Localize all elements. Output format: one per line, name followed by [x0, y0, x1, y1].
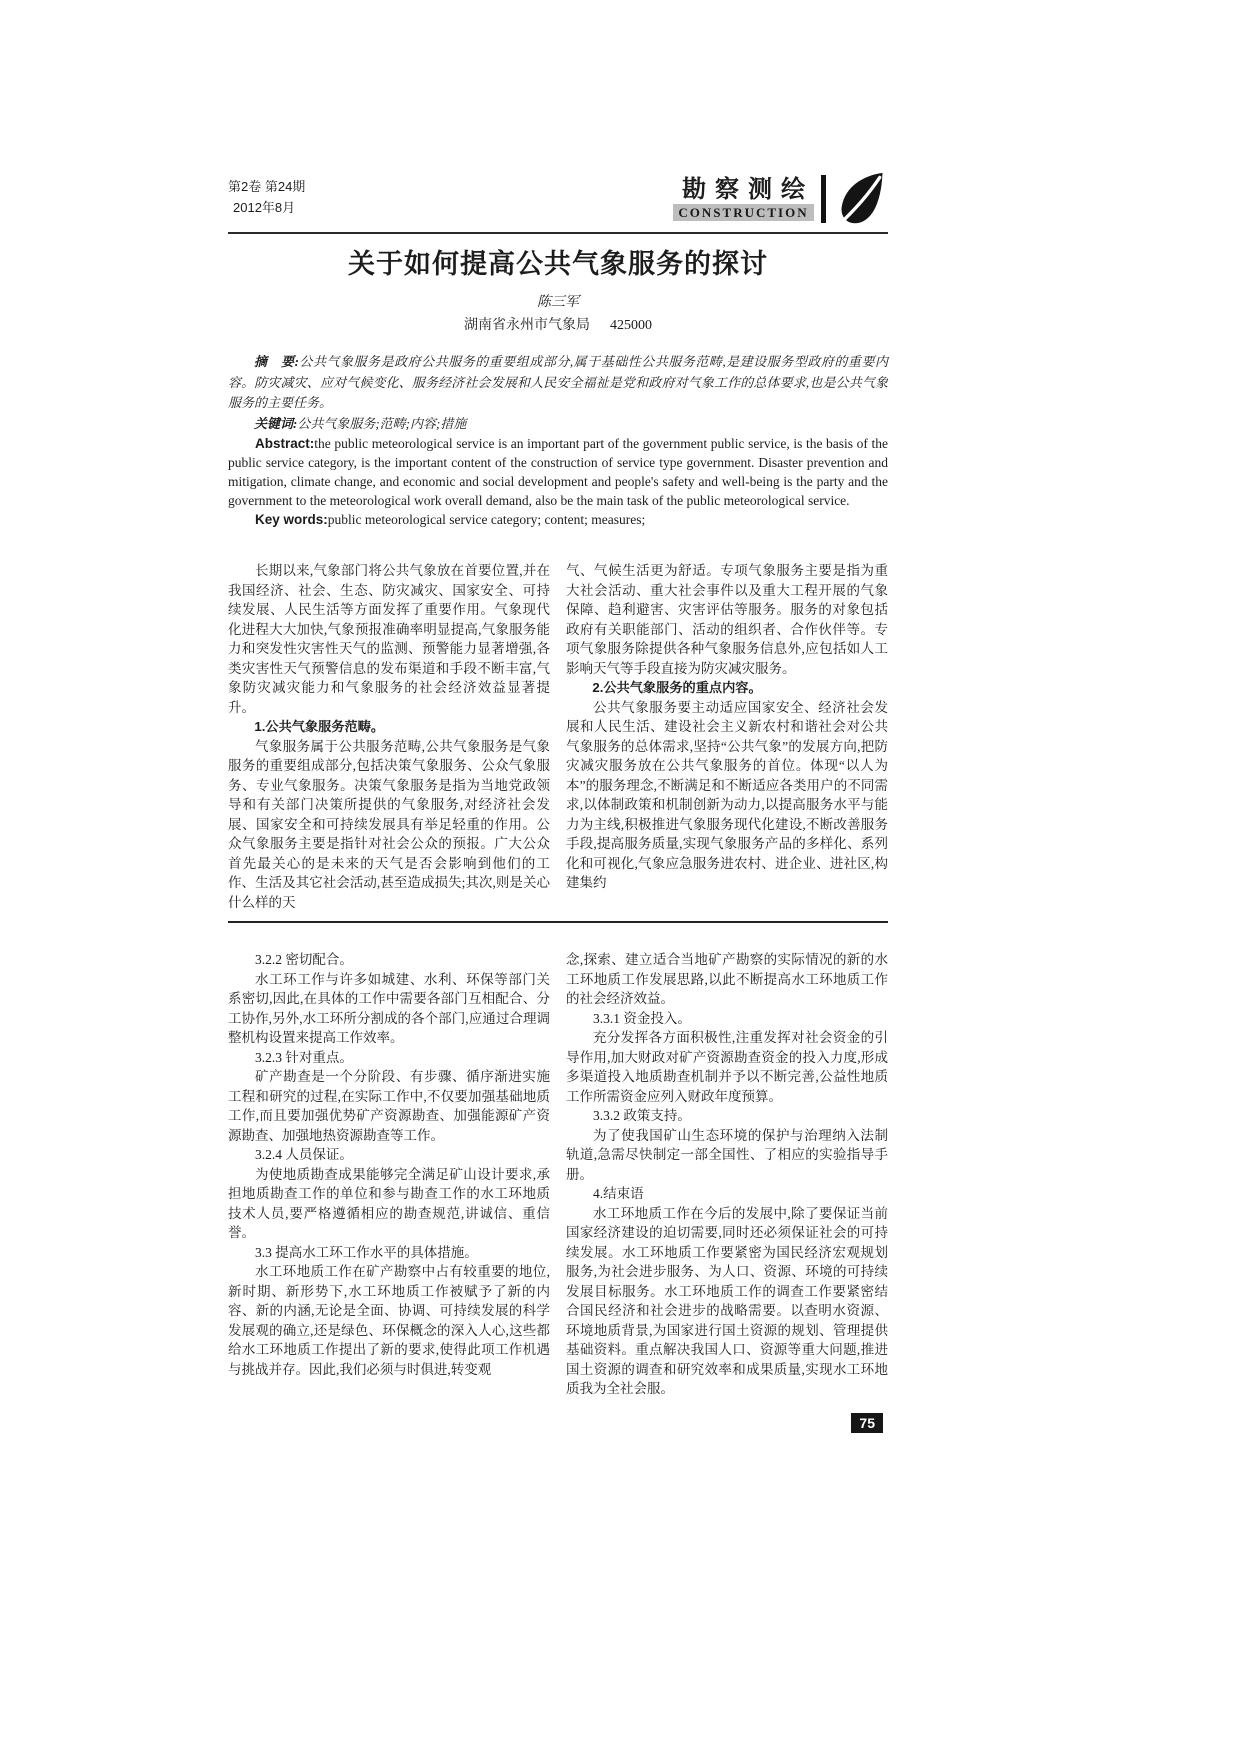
keywords-cn — [228, 414, 888, 435]
section-subheading: 4.结束语 — [593, 1186, 644, 1201]
page-content — [228, 170, 888, 1433]
paragraph: 为使地质勘查成果能够完全满足矿山设计要求,承担地质勘查工作的单位和参与勘查工作的水工环地质技术人员,要严格遵循相应的勘查规范,讲诚信、重信誉。 — [228, 1166, 550, 1240]
issue-info — [228, 170, 305, 218]
paragraph: 水工环地质工作在矿产勘察中占有较重要的地位,新时期、新形势下,水工环地质工作被赋予了新的内容、新的内涵,无论是全面、协调、可持续发展的科学发展观的确立,还是绿色、环保概念的深入人心,这些都给水工环地质工作提出了新的要求,使得此项工作机遇与挑战并存。因此,我们必须与时俱进,转变观 — [228, 1264, 550, 1377]
section-subheading: 3.2.3 针对重点。 — [255, 1049, 353, 1065]
leaf-logo-icon — [833, 170, 888, 227]
journal-header — [228, 170, 888, 227]
affiliation-postcode: 425000 — [610, 318, 652, 333]
section-heading: 1.公共气象服务范畴。 — [254, 719, 385, 734]
header-rule — [228, 232, 888, 234]
top-right-column — [566, 561, 888, 912]
section-subheading: 3.3.1 资金投入。 — [593, 1010, 691, 1026]
journal-name-en: CONSTRUCTION — [673, 204, 814, 221]
article-affiliation — [228, 317, 888, 335]
brand-divider-bar — [821, 175, 826, 223]
affiliation-name: 湖南省永州市气象局 — [464, 318, 590, 333]
keywords-cn-text: 公共气象服务;范畴;内容;措施 — [297, 415, 467, 431]
section-subheading: 3.3 提高水工环工作水平的具体措施。 — [255, 1244, 478, 1260]
abstract-en — [228, 434, 888, 510]
abstract-block — [228, 352, 888, 529]
journal-name-cn: 勘察测绘 — [682, 175, 814, 203]
paragraph: 公共气象服务要主动适应国家安全、经济社会发展和人民生活、建设社会主义新农村和谐社会对公共气象服务的总体需求,坚持“公共气象”的发展方向,把防灾减灾服务放在公共气象服务的首位。体现“以人为本”的服务理念,不断满足和不断适应各类用户的不同需求,以体制政策和机制创新为动力,以提高服务水平与能力为主线,积极推进气象服务现代化建设,不断改善服务手段,提高服务质量,实现气象服务产品的多样化、系列化和可视化,气象应急服务进农村、进企业、进社区,构建集约 — [566, 699, 888, 890]
abstract-en-text: the public meteorological service is an important part of the government public service, is the basis of the public service category, is the important content of the construction of service type government. Disaster prevention and mitigation, climate change, and economic and social development and people's safety and well-being is the party and the government to the meteorological work overall demand, also be the main task of the public meteorological service. — [228, 436, 888, 508]
abstract-cn-label: 摘 要: — [254, 354, 299, 369]
page-number-row — [228, 1413, 888, 1433]
top-left-column — [228, 561, 550, 912]
abstract-cn — [228, 352, 888, 414]
bottom-left-column — [228, 950, 550, 1399]
abstract-en-label: Abstract: — [255, 436, 315, 451]
paragraph: 水工环地质工作在今后的发展中,除了要保证当前国家经济建设的迫切需要,同时还必须保证社会的可持续发展。水工环地质工作要紧密为国民经济宏观规划服务,为社会进步服务、为人口、资源、环境的可持续发展目标服务。水工环地质工作的调查工作要紧密结合国民经济和社会进步的战略需要。以查明水资源、环境地质背景,为国家进行国土资源的规划、管理提供基础资料。重点解决我国人口、资源等重大问题,推进国土资源的调查和研究效率和成果质量,实现水工环地质我为全社会服。 — [566, 1205, 888, 1396]
page-number-badge: 75 — [851, 1413, 883, 1433]
paragraph: 气象服务属于公共服务范畴,公共气象服务是气象服务的重要组成部分,包括决策气象服务、公众气象服务、专业气象服务。决策气象服务是指为当地党政领导和有关部门决策所提供的气象服务,对经济社会发展、国家安全和可持续发展具有举足轻重的作用。公众气象服务主要是指针对社会公众的预报。广大公众首先最关心的是未来的天气是否会影响到他们的工作、生活及其它社会活动,甚至造成损失;其次,则是关心什么样的天 — [228, 738, 550, 910]
paragraph: 长期以来,气象部门将公共气象放在首要位置,并在我国经济、社会、生态、防灾减灾、国家安全、可持续发展、人民生活等方面发挥了重要作用。气象现代化进程大大加快,气象预报准确率明显提高,气象服务能力和突发性灾害性天气的监测、预警能力显著增强,各类灾害性天气预警信息的发布渠道和手段不断丰富,气象防灾减灾能力和气象服务的社会经济效益显著提升。 — [228, 563, 550, 715]
section-divider-rule — [228, 921, 888, 923]
abstract-cn-text: 公共气象服务是政府公共服务的重要组成部分,属于基础性公共服务范畴,是建设服务型政府的重要内容。防灾减灾、应对气候变化、服务经济社会发展和人民安全福祉是党和政府对气象工作的总体要求,也是公共气象服务的主要任务。 — [228, 354, 888, 410]
keywords-en-text: public meteorological service category; content; measures; — [327, 512, 646, 527]
top-section — [228, 561, 888, 912]
bottom-right-column — [566, 950, 888, 1399]
article-title: 关于如何提高公共气象服务的探讨 — [348, 249, 768, 279]
keywords-en-label: Key words: — [255, 512, 328, 527]
paragraph: 念,探索、建立适合当地矿产勘察的实际情况的新的水工环地质工作发展思路,以此不断提高水工环地质工作的社会经济效益。 — [566, 952, 888, 1006]
journal-brand — [673, 170, 888, 227]
bottom-section — [228, 950, 888, 1399]
keywords-cn-label: 关键词: — [254, 415, 298, 431]
article-author: 陈三军 — [537, 295, 579, 310]
issue-date: 2012年8月 — [233, 200, 296, 215]
paragraph: 充分发挥各方面积极性,注重发挥对社会资金的引导作用,加大财政对矿产资源勘查资金的投入力度,形成多渠道投入地质勘查机制并予以不断完善,公益性地质工作所需资金应列入财政年度预算。 — [566, 1030, 888, 1104]
volume-issue: 第2卷 第24期 — [228, 179, 306, 194]
paragraph: 气、气候生活更为舒适。专项气象服务主要是指为重大社会活动、重大社会事件以及重大工程开展的气象保障、趋利避害、灾害评估等服务。服务的对象包括政府有关职能部门、活动的组织者、合作伙伴等。专项气象服务除提供各种气象服务信息外,应包括如人工影响天气等手段直接为防灾减灾服务。 — [566, 563, 888, 676]
section-subheading: 3.3.2 政策支持。 — [593, 1108, 691, 1123]
paragraph: 水工环工作与许多如城建、水利、环保等部门关系密切,因此,在具体的工作中需要各部门互相配合、分工协作,另外,水工环所分割成的各个部门,应通过合理调整机构设置来提高工作效率。 — [228, 971, 550, 1045]
paragraph: 矿产勘查是一个分阶段、有步骤、循序渐进实施工程和研究的过程,在实际工作中,不仅要加强基础地质工作,而且要加强优势矿产资源勘查、加强能源矿产资源勘查、加强地热资源勘查等工作。 — [228, 1069, 550, 1143]
journal-name-block — [673, 177, 814, 221]
keywords-en — [228, 510, 888, 529]
section-subheading: 3.2.2 密切配合。 — [255, 952, 353, 967]
paragraph: 为了使我国矿山生态环境的保护与治理纳入法制轨道,急需尽快制定一部全国性、了相应的实验指导手册。 — [566, 1127, 888, 1182]
section-heading: 2.公共气象服务的重点内容。 — [592, 680, 762, 695]
section-subheading: 3.2.4 人员保证。 — [255, 1147, 353, 1162]
